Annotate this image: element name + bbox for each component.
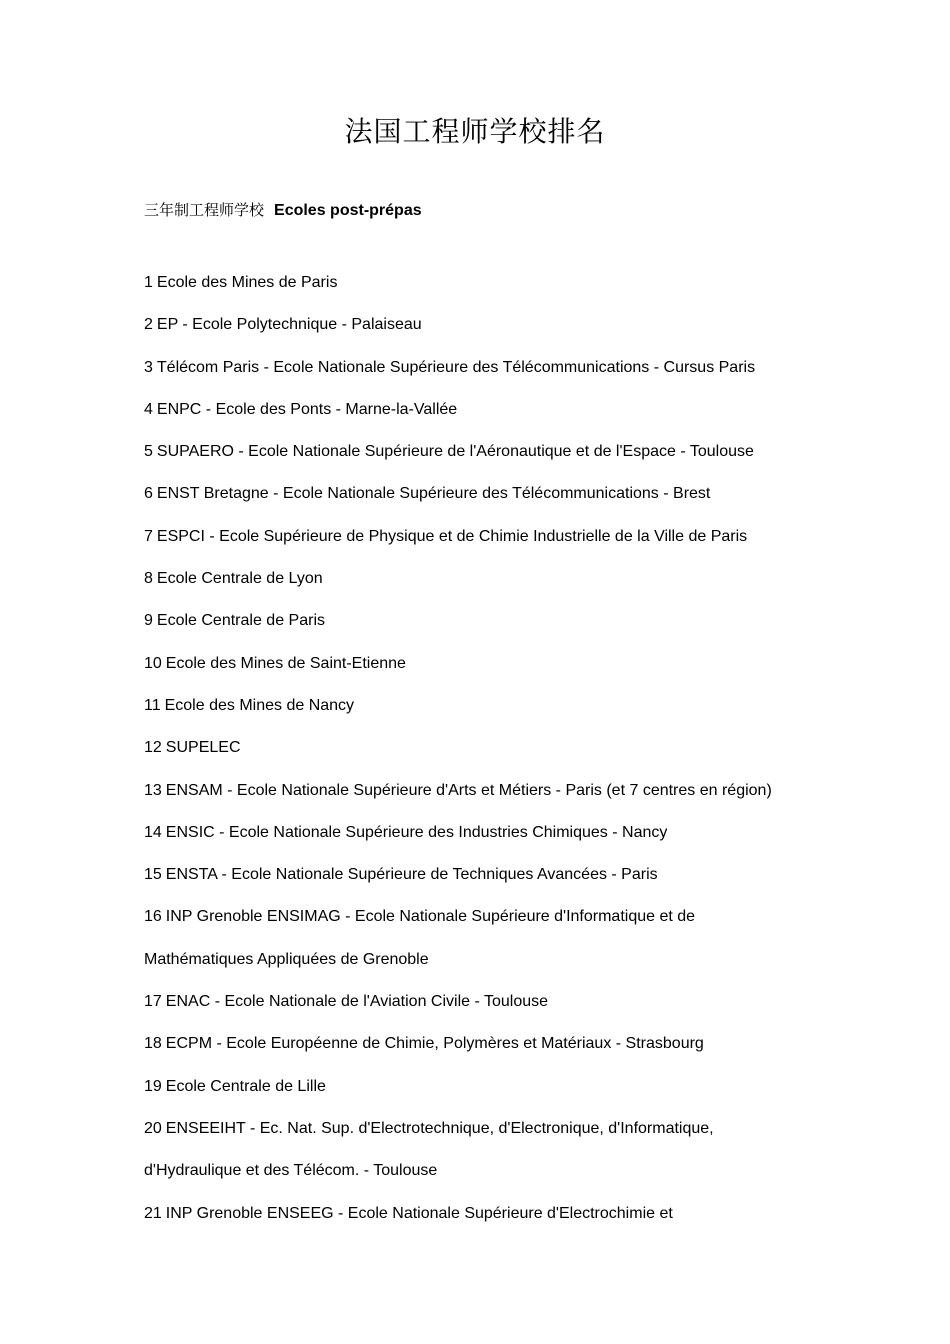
school-name: ENST Bretagne - Ecole Nationale Supérieure des Télécommunications - Brest [156,485,711,503]
list-item [144,516,824,558]
school-name-continued: Mathématiques Appliquées de Grenoble [144,950,429,968]
rank-number: 17 [144,993,162,1011]
school-name: ENSTA - Ecole Nationale Supérieure de Techniques Avancées - Paris [165,866,658,884]
list-item [144,1023,824,1065]
list-item [144,812,824,854]
list-item [144,727,824,769]
school-name: ENPC - Ecole des Ponts - Marne-la-Vallée [156,400,458,418]
rank-number: 20 [144,1119,162,1137]
document-title: 法国工程师学校排名 [344,115,606,148]
rank-number: 16 [144,908,162,926]
rank-number: 10 [144,654,162,672]
list-item [144,685,824,727]
list-item [144,896,824,981]
rank-number: 8 [144,570,153,588]
list-item [144,854,824,896]
rank-number: 14 [144,823,162,841]
rank-number: 9 [144,612,153,630]
rank-number: 15 [144,866,162,884]
school-name: Ecole Centrale de Paris [156,612,325,630]
list-item [144,643,824,685]
rank-number: 4 [144,400,153,418]
rank-number: 21 [144,1204,162,1222]
rank-number: 13 [144,781,162,799]
list-item [144,473,824,515]
school-name: Ecole Centrale de Lille [165,1077,326,1095]
school-name: Ecole des Mines de Paris [156,274,338,291]
rank-number: 2 [144,316,153,334]
list-item [144,1193,824,1235]
school-name: Ecole des Mines de Saint-Etienne [165,654,406,672]
ranking-list [144,262,824,1235]
list-item [144,1108,824,1193]
rank-number: 5 [144,443,153,461]
school-name: INP Grenoble ENSIMAG - Ecole Nationale Supérieure d'Informatique et de [165,908,696,926]
school-name: SUPELEC [165,739,241,757]
list-item [144,981,824,1023]
rank-number: 6 [144,485,153,503]
school-name: ENSEEIHT - Ec. Nat. Sup. d'Electrotechnique, d'Electronique, d'Informatique, [165,1119,714,1137]
list-item [144,770,824,812]
rank-number: 19 [144,1077,162,1095]
school-name: Ecole Centrale de Lyon [156,570,323,588]
section-label-cn: 三年制工程师学校 [144,201,265,219]
school-name: ENSIC - Ecole Nationale Supérieure des Industries Chimiques - Nancy [165,823,668,841]
rank-number: 11 [144,696,161,714]
rank-number: 12 [144,739,162,757]
list-item [144,389,824,431]
school-name: INP Grenoble ENSEEG - Ecole Nationale Supérieure d'Electrochimie et [165,1204,673,1222]
school-name: ESPCI - Ecole Supérieure de Physique et de Chimie Industrielle de la Ville de Paris [156,527,748,545]
school-name: Télécom Paris - Ecole Nationale Supérieure des Télécommunications - Cursus Paris [156,358,756,376]
section-label-fr: Ecoles post-prépas [274,202,422,219]
school-name: ENSAM - Ecole Nationale Supérieure d'Arts et Métiers - Paris (et 7 centres en région) [165,781,772,799]
section-heading [144,198,422,223]
rank-number: 3 [144,358,153,376]
list-item [144,347,824,389]
list-item [144,1066,824,1108]
school-name: ENAC - Ecole Nationale de l'Aviation Civile - Toulouse [165,993,549,1011]
list-item [144,600,824,642]
school-name-continued: d'Hydraulique et des Télécom. - Toulouse [144,1162,438,1180]
list-item [144,431,824,473]
rank-number: 7 [144,527,153,545]
rank-number: 1 [144,274,153,291]
rank-number: 18 [144,1035,162,1053]
school-name: SUPAERO - Ecole Nationale Supérieure de l'Aéronautique et de l'Espace - Toulouse [156,443,754,461]
list-item [144,558,824,600]
school-name: EP - Ecole Polytechnique - Palaiseau [156,316,422,334]
school-name: Ecole des Mines de Nancy [164,696,355,714]
list-item [144,304,824,346]
list-item [144,262,824,304]
school-name: ECPM - Ecole Européenne de Chimie, Polymères et Matériaux - Strasbourg [165,1035,704,1053]
